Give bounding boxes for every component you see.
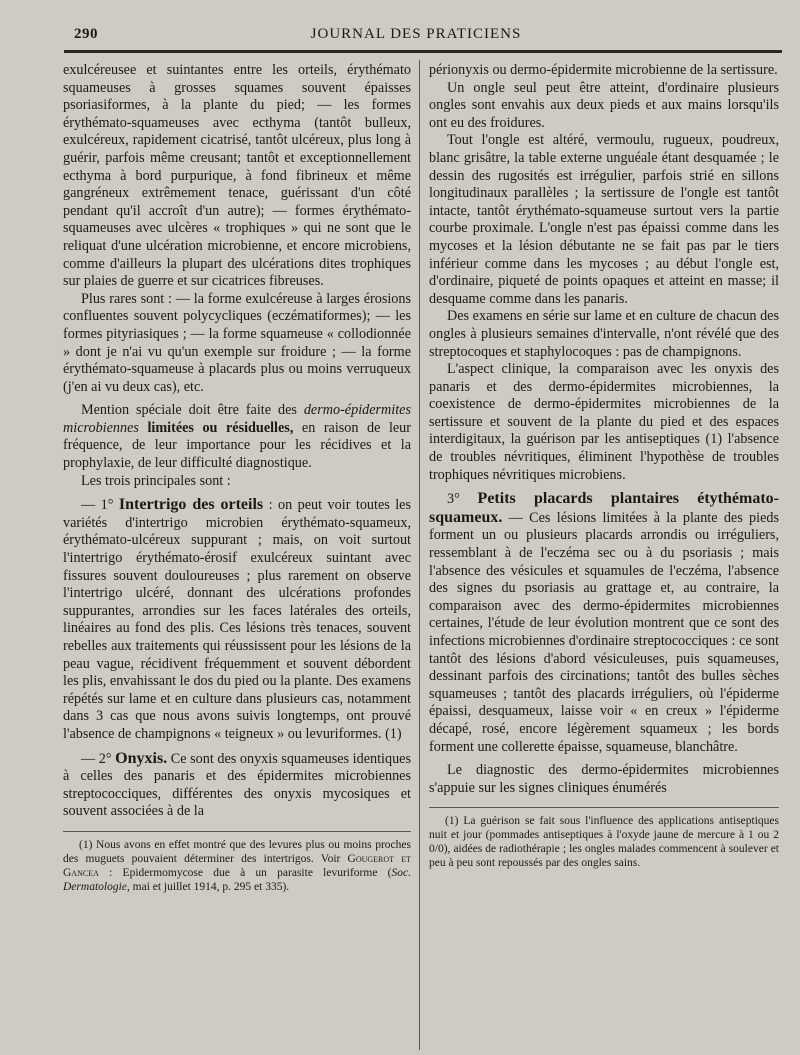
paragraph: Plus rares sont : — la forme exulcéreuse à larges érosions confluentes souvent polycycliques (eczématiformes); — les formes pityriasiques ; — la forme squameuse « collodionnée » dont je n'ai vu qu'un exemple sur froidure ; — la forme érythémato-squameuse à placards plus ou moins verruqueux (j'en ai vu deux cas), etc. — [63, 290, 411, 395]
footnote — [63, 838, 411, 894]
footnote-rule — [429, 807, 779, 808]
paragraph: Les trois principales sont : — [81, 472, 231, 489]
paragraph: Le diagnostic des dermo-épidermites microbiennes s'appuie sur les signes cliniques énumérés — [429, 762, 779, 796]
section-onyxis — [63, 750, 411, 821]
text-run-italic: dermo-épidermites microbiennes — [63, 402, 411, 436]
text-run: (1) Nous avons en effet montré que des levures plus ou moins proches des muguets pouvaient déterminer des intertrigos. Voir — [63, 838, 411, 865]
text-run: — Ces lésions limitées à la plante des pieds forment un ou plusieurs placards arrondis ou irréguliers, ressemblant à de l'eczéma sec ou à du psoriasis ; mais l'absence des vésicules et squamules de l'eczéma, l'absence des signes du psoriasis au grattage et, au contraire, la comparaison avec des dermo-épidermites microbiennes certaines, l'étude de leur évolution montrent que ce sont des infections microbiennes d'ordinaire streptococciques : ce sont tantôt des lésions d'abord vésiculeuses, puis squameuses, dessinant parfois des circinations; tantôt des bulles sèches squameuses ; tantôt des placards irréguliers, où l'épiderme épaissi, desquameux, laisse voir « en creux » l'épiderme décapé, rosé, encore légèrement squameux ; les bords forment une collerette épaisse, squameuse, blanchâtre. — [429, 509, 779, 755]
paragraph: périonyxis ou dermo-épidermite microbienne de la sertissure. — [429, 62, 778, 78]
paragraph: L'aspect clinique, la comparaison avec les onyxis des panaris et des dermo-épidermites microbiennes, la coexistence de dermo-épidermites microbiennes de la sertissure et souvent de la plante du pied et des espaces interdigitaux, la guérison par les antiseptiques (1) l'absence de troubles névritiques, éliminent l'hypothèse de troubles trophiques névritiques microbiens. — [429, 361, 779, 483]
text-run-bold: limitées ou résiduelles, — [138, 419, 294, 436]
section-heading: Intertrigo des orteils — [118, 496, 264, 514]
right-column — [429, 62, 779, 870]
text-run: Mention spéciale doit être faite des — [81, 402, 304, 419]
text-run: 3° — [447, 491, 478, 508]
section-heading: Onyxis. — [115, 749, 168, 767]
section-intertrigo — [63, 496, 411, 743]
text-run: : Epidermomycose due à un parasite levuriforme ( — [98, 866, 392, 879]
paragraph: Tout l'ongle est altéré, vermoulu, rugueux, poudreux, blanc grisâtre, la table externe unguéale étant desquamée ; le dessin des rugosités est irrégulier, parfois strié en sillons longitudinaux parallèles ; la sertissure de l'ongle est tantôt intacte, tantôt érythémato-squameuse surtout vers la partie courbe proximale. L'ongle n'est pas épaissi comme dans les mycoses et la lésion débutante ne se fait pas par le tiers inférieur comme dans les mycoses ; au début l'ongle est, d'ordinaire, piqueté de points opaques et atteint en masse; il desquame comme dans les panaris. — [429, 132, 779, 307]
page-header — [60, 18, 772, 48]
section-heading: Petits placards plantaires étythémato-squameux. — [429, 490, 779, 526]
footnote: (1) La guérison se fait sous l'influence des applications antiseptiques nuit et jour (pommades antiseptiques à l'oxyde jaune de mercure à 1 ou 2 0/0), aidées de radiothérapie ; les ongles malades commencent à soulever et peu à peu sont repoussés par des ongles sains. — [429, 815, 779, 870]
journal-ref: Soc. Dermatologie — [63, 866, 411, 893]
header-rule — [64, 50, 782, 53]
journal-title: JOURNAL DES PRATICIENS — [310, 26, 522, 42]
paragraph: Un ongle seul peut être atteint, d'ordinaire plusieurs ongles sont envahis aux deux pieds et aux mains lorsqu'ils ont eu des froidures. — [429, 79, 779, 131]
paragraph: exulcéreusee et suintantes entre les orteils, érythémato squameuses à grosses squames souvent épaisses psoriasiformes, à la plante du pied; — les formes érythémato-squameuses avec ecthyma (tantôt bulleux, exulcéreux, rapidement cicatrisé, tantôt ulcéreux, plus long à guérir, parfois même creusant; tantôt et exceptionnellement ecthyma à bord purpurique, à fond fibrineux et même gangréneux extrêmement tenace, guérissant d'un côté pendant qu'il accroît d'un autre); — formes érythémato-squameuses avec ulcères « trophiques » qui ne sont que le reliquat d'une ulcération microbienne, et encore microbiens, comme d'ailleurs la plupart des ulcérations dites trophiques sur plaies de guerre et sur cicatrices fibreuses. — [63, 62, 411, 290]
text-run: — 1° — [81, 497, 119, 514]
text-run: — 2° — [81, 750, 116, 767]
text-run: , mai et juillet 1914, p. 295 et 335). — [126, 880, 290, 893]
left-column — [63, 62, 411, 894]
page-number: 290 — [74, 26, 98, 42]
paragraph: Des examens en série sur lame et en culture de chacun des ongles à plusieurs semaines d'intervalle, n'ont révélé que des streptocoques et staphylocoques : pas de champignons. — [429, 308, 779, 360]
footnote-rule — [63, 831, 411, 832]
author-names: Gougerot et Gancea — [63, 852, 411, 879]
text-run: : on peut voir toutes les variétés d'intertrigo microbien érythémato-squameux, érythémato-ulcéreux suppurant ; mais, on voit surtout l'intertrigo érythémato-érosif exulcéreux suintant avec fissures souvent douloureuses ; plus rarement on observe l'intertrigo ulcéré, donnant des ulcérations profondes suppurantes, arrondies sur les faces latérales des orteils, linéaires au fond des plis. Ces lésions très tenaces, souvent rebelles aux traitements qui réussissent pour les lésions de la peau vague, récidivent fréquemment et souvent débordent les plis, envahissant le dos du pied ou la plante. Des examens répétés sur lame et en culture dans plusieurs cas, notamment dans 3 cas que nous avons suivis longtemps, ont prouvé l'absence de champignons « teigneux » ou levuriformes. (1) — [63, 497, 411, 742]
section-placards — [429, 490, 779, 756]
text-run: en raison de leur fréquence, de leur importance pour les récidives et la prophylaxie, de leur difficulté diagnostique. — [63, 419, 412, 472]
paragraph — [63, 402, 411, 472]
column-divider — [419, 60, 420, 1050]
text-run: Ce sont des onyxis squameuses identiques à celles des panaris et des épidermites microbiennes streptococciques, différentes des onyxis mycosiques et souvent associées à de la — [63, 750, 411, 820]
